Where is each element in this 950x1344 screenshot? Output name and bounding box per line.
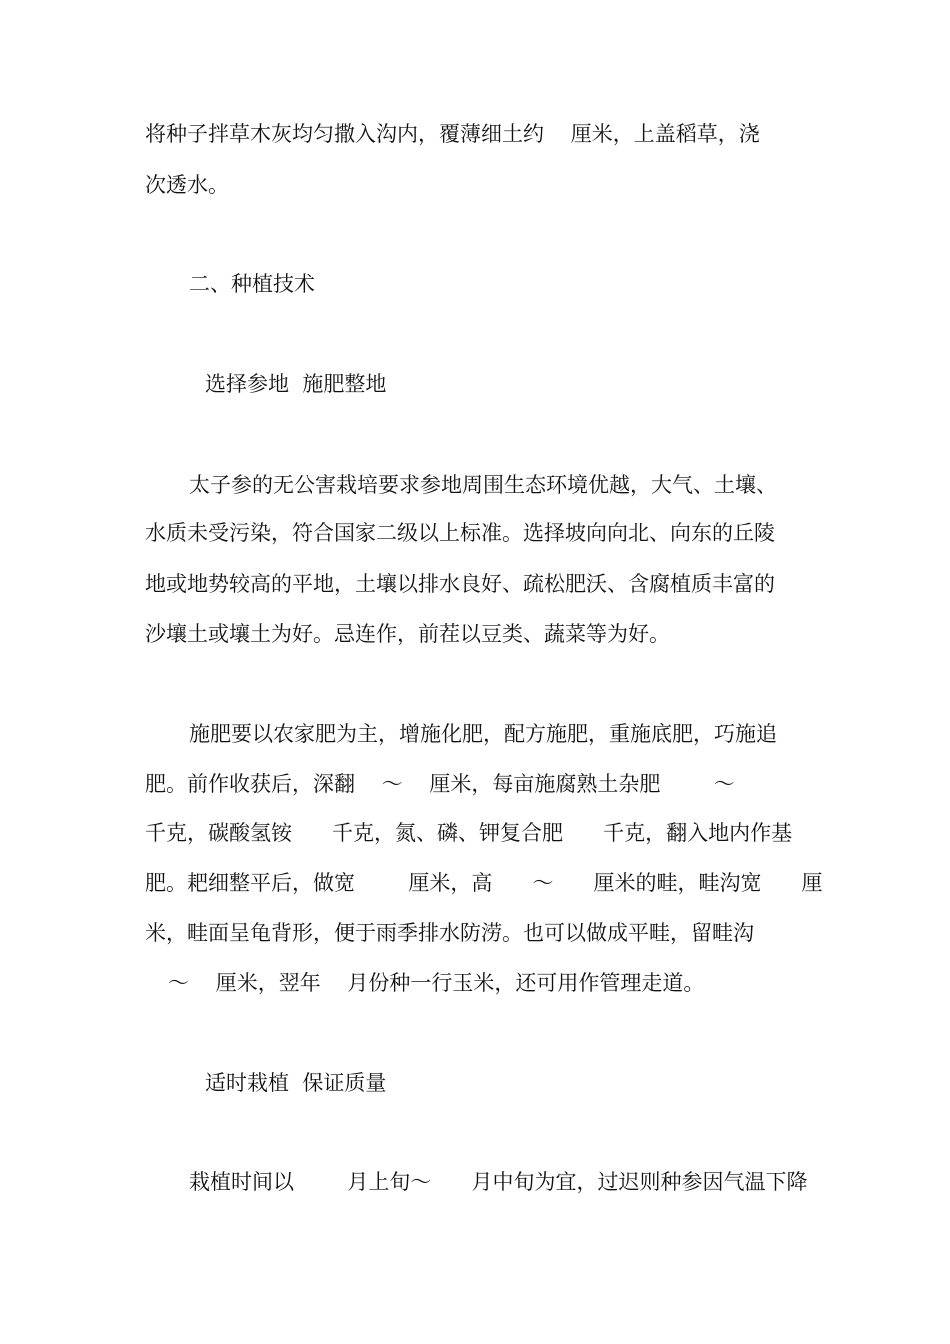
text-line: 肥。前作收获后，深翻 ～ 厘米，每亩施腐熟土杂肥 ～ xyxy=(145,772,735,796)
text-line: 施肥要以农家肥为主，增施化肥，配方施肥，重施底肥，巧施追 xyxy=(189,722,777,746)
text-line: 千克，碳酸氢铵 千克，氮、磷、钾复合肥 千克，翻入地内作基 xyxy=(145,821,793,845)
text-line: 肥。耙细整平后，做宽 厘米，高 ～ 厘米的畦，畦沟宽 厘 xyxy=(145,871,823,895)
text-line: 地或地势较高的平地，土壤以排水良好、疏松肥沃、含腐植质丰富的 xyxy=(145,572,775,596)
subsection-heading: 选择参地 施肥整地 xyxy=(205,372,387,396)
text-line: 太子参的无公害栽培要求参地周围生态环境优越，大气、土壤、 xyxy=(189,473,777,497)
text-line: 水质未受污染，符合国家二级以上标准。选择坡向向北、向东的丘陵 xyxy=(145,521,775,545)
text-line: 米，畦面呈龟背形，便于雨季排水防涝。也可以做成平畦，留畦沟 xyxy=(145,921,754,945)
subsection-heading: 适时栽植 保证质量 xyxy=(205,1071,387,1095)
text-line: 栽植时间以 月上旬～ 月中旬为宜，过迟则种参因气温下降 xyxy=(189,1170,808,1194)
section-heading: 二、种植技术 xyxy=(189,272,315,296)
text-line: ～ 厘米，翌年 月份种一行玉米，还可用作管理走道。 xyxy=(168,971,705,995)
text-line: 次透水。 xyxy=(145,173,229,197)
text-line: 将种子拌草木灰均匀撒入沟内，覆薄细土约 厘米，上盖稻草，浇 xyxy=(145,122,760,146)
text-line: 沙壤土或壤土为好。忌连作，前茬以豆类、蔬菜等为好。 xyxy=(145,622,670,646)
